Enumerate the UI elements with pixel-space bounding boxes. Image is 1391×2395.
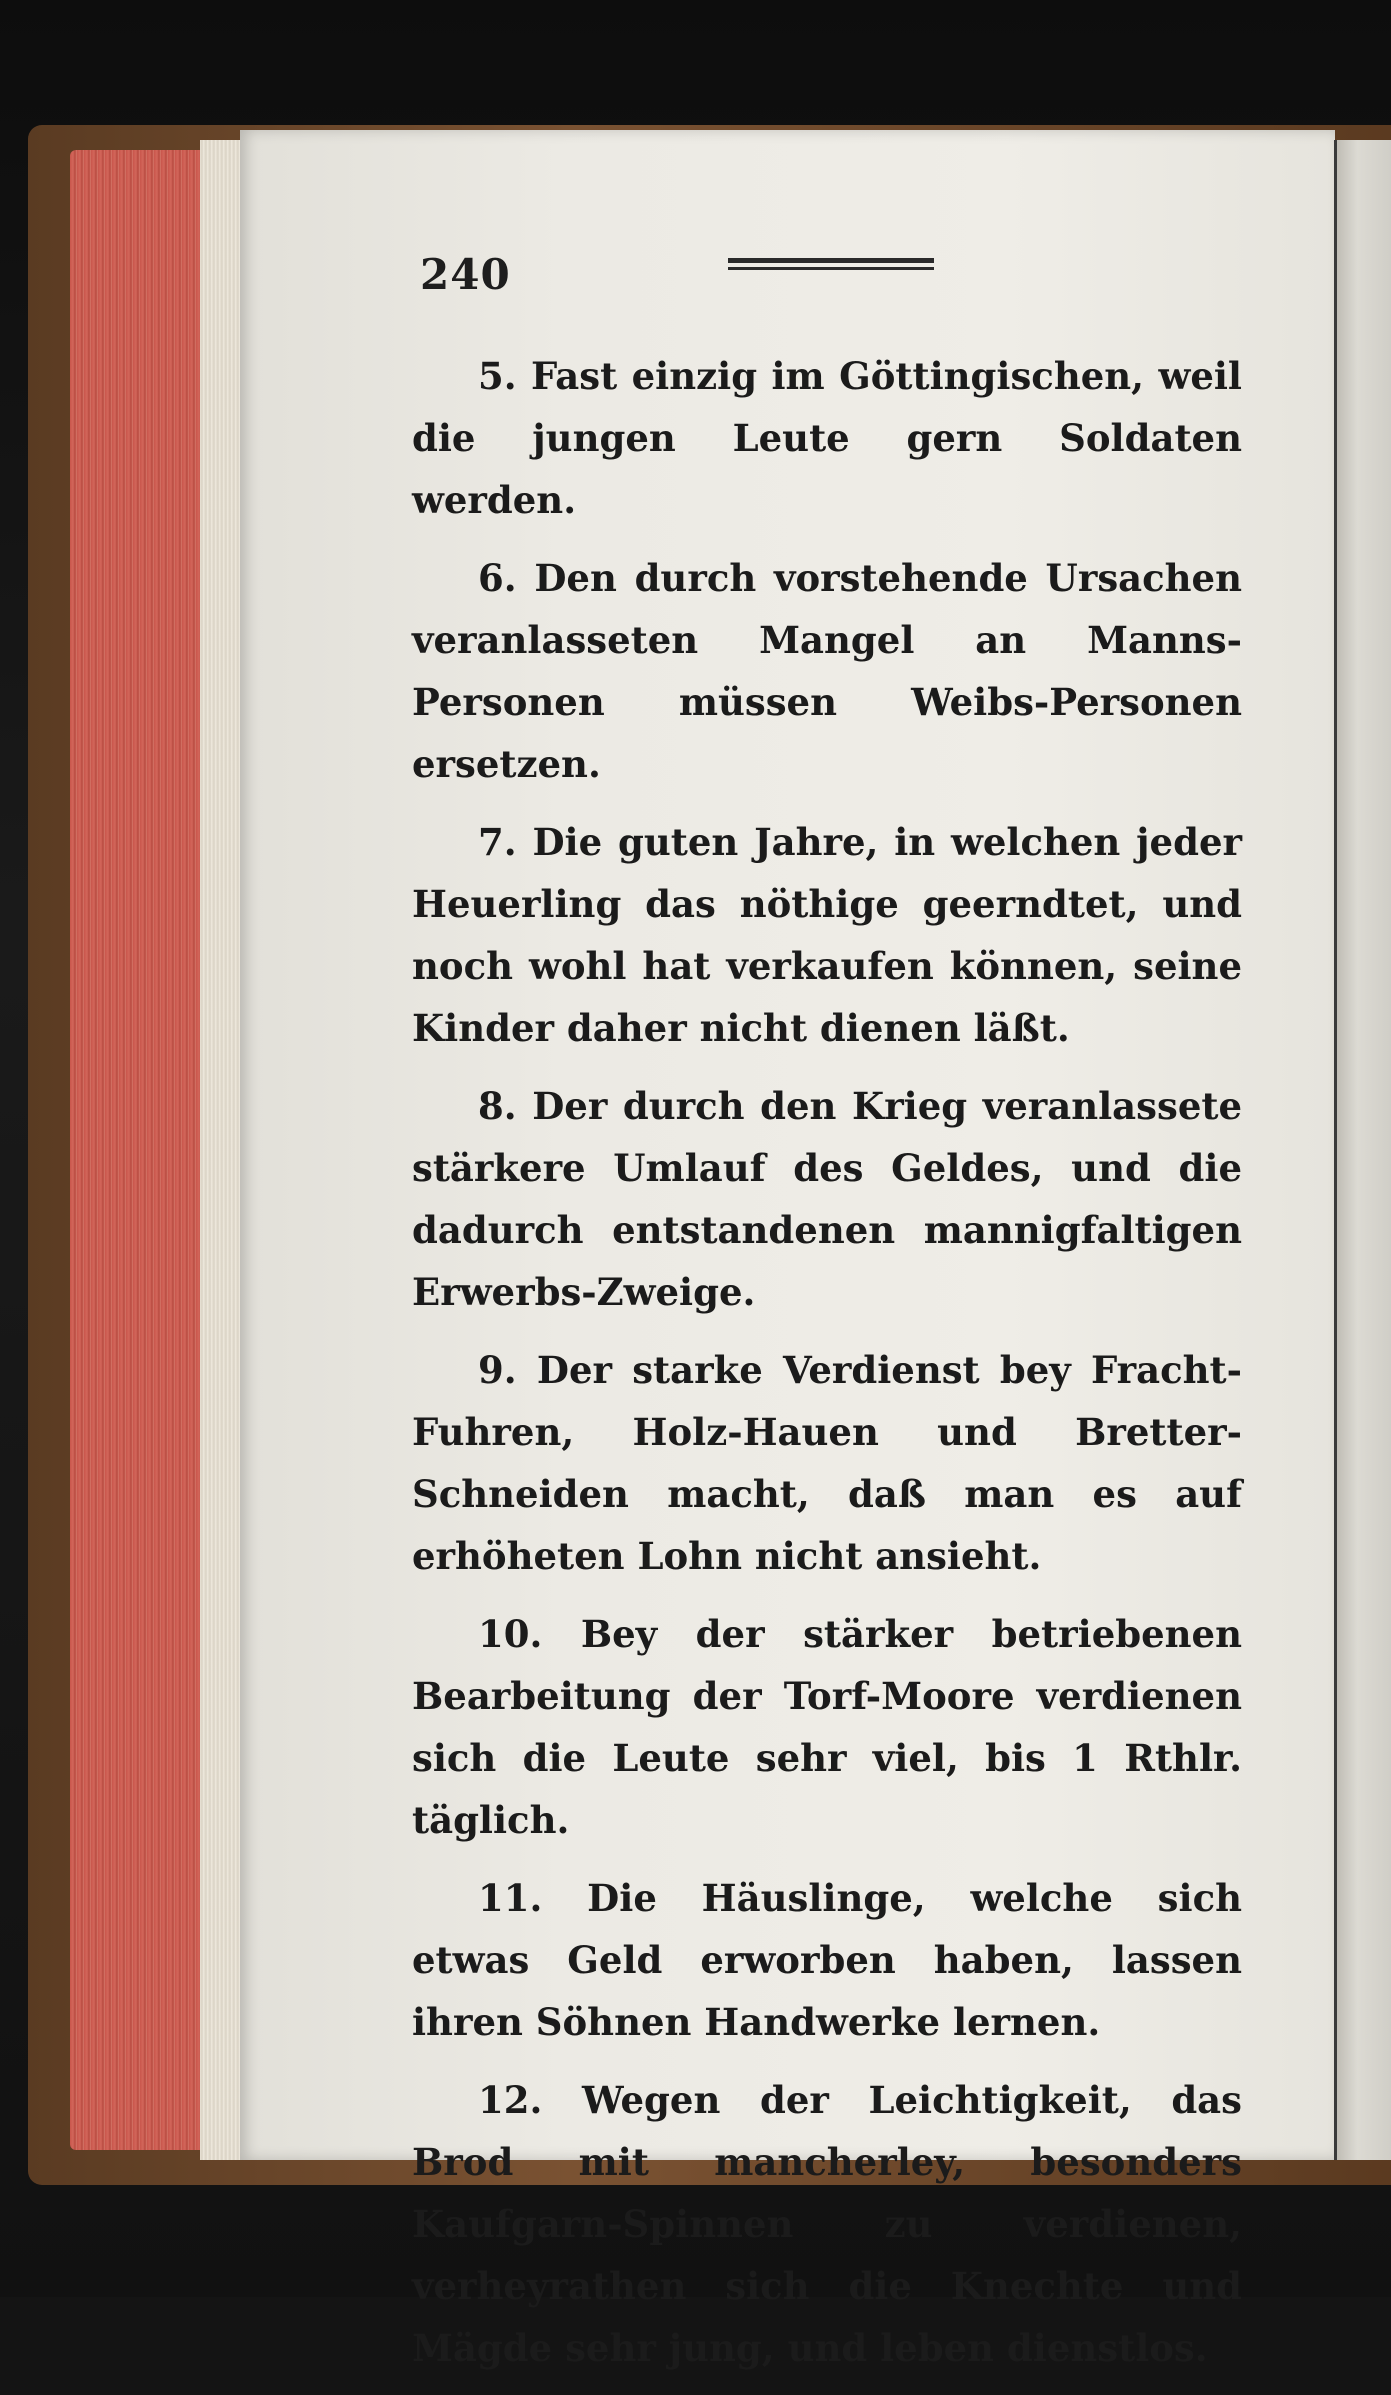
page-number: 240 bbox=[420, 250, 511, 299]
paragraph-7: 7. Die guten Jahre, in welchen jeder Heuerling das nöthige geerndtet, und noch wohl hat verkaufen können, seine Kinder daher nicht dienen läßt. bbox=[412, 820, 1242, 1050]
paragraph-6: 6. Den durch vorstehende Ursachen veranlasseten Mangel an Manns-Personen müssen Weibs-Personen ersetzen. bbox=[412, 556, 1242, 786]
ornament-rule-bottom bbox=[728, 267, 934, 270]
paragraph-5: 5. Fast einzig im Göttingischen, weil die jungen Leute gern Soldaten werden. bbox=[412, 354, 1242, 522]
paragraph-9: 9. Der starke Verdienst bey Fracht-Fuhren, Holz-Hauen und Bretter-Schneiden macht, daß man es auf erhöheten Lohn nicht ansieht. bbox=[412, 1348, 1242, 1578]
gutter-line bbox=[1334, 140, 1337, 2160]
page-header bbox=[420, 250, 1240, 310]
paragraph-8: 8. Der durch den Krieg veranlassete stärkere Umlauf des Geldes, und die dadurch entstandenen mannigfaltigen Erwerbs-Zweige. bbox=[412, 1084, 1242, 1314]
paragraph-12: 12. Wegen der Leichtigkeit, das Brod mit mancherley, besonders Kaufgarn-Spinnen zu verdienen, verheyrathen sich die Knechte und Mägde sehr jung, und leben dienstlos. bbox=[412, 2078, 1242, 2370]
paragraph-10: 10. Bey der stärker betriebenen Bearbeitung der Torf-Moore verdienen sich die Leute sehr viel, bis 1 Rthlr. täglich. bbox=[412, 1612, 1242, 1842]
facing-page-edge bbox=[1335, 140, 1391, 2160]
header-ornament bbox=[728, 258, 934, 276]
paragraph-11: 11. Die Häuslinge, welche sich etwas Geld erworben haben, lassen ihren Söhnen Handwerke lernen. bbox=[412, 1876, 1242, 2044]
page-block-inner-edges bbox=[200, 140, 240, 2160]
page-body-text bbox=[412, 345, 1242, 2395]
ornament-rule-top bbox=[728, 258, 934, 263]
